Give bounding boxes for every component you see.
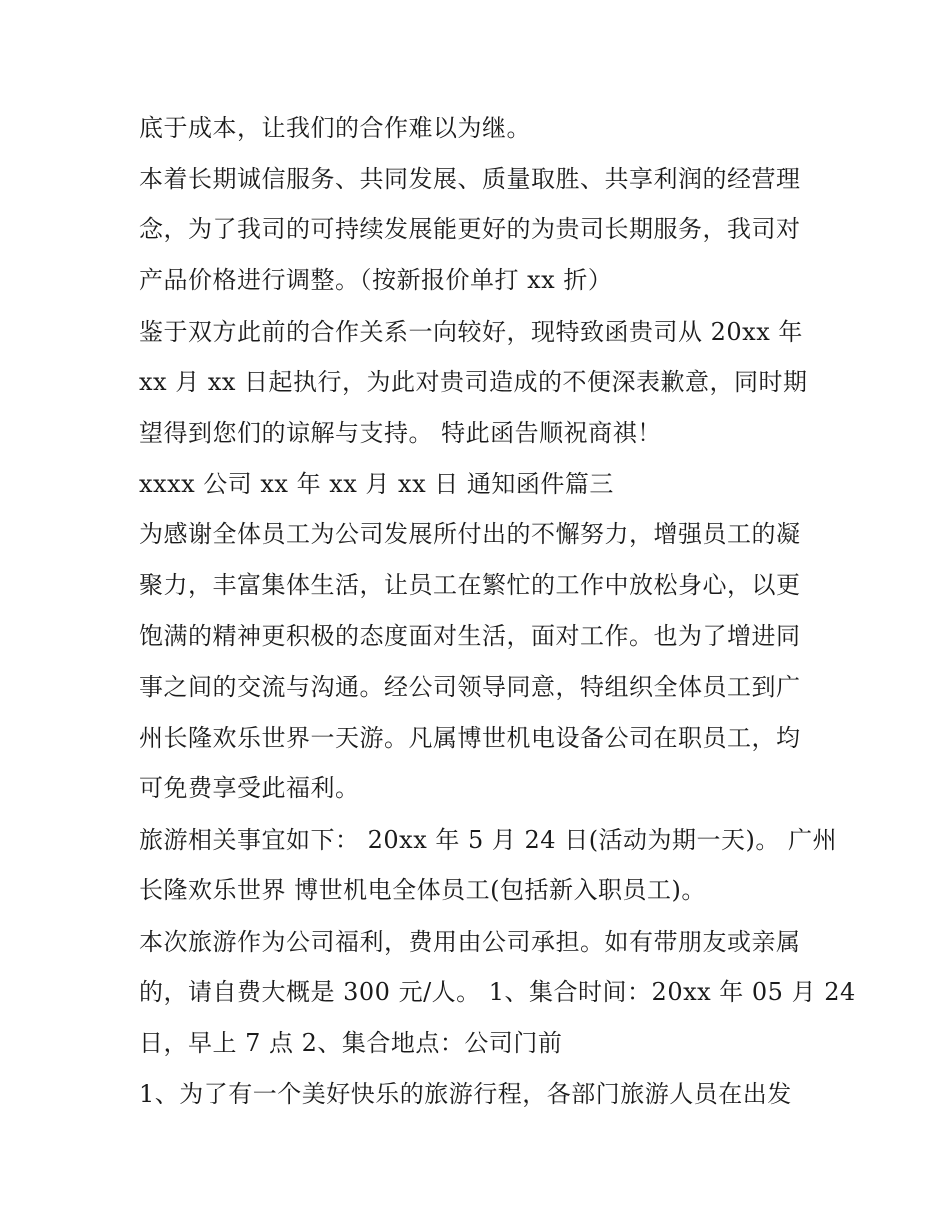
text-line: 长隆欢乐世界 博世机电全体员工(包括新入职员工)。 <box>139 876 706 904</box>
text-line: 聚力，丰富集体生活，让员工在繁忙的工作中放松身心，以更 <box>139 571 801 599</box>
text-line: 可免费享受此福利。 <box>139 774 360 802</box>
text-line: 的，请自费大概是 300 元/人。 1、集合时间：20xx 年 05 月 24 <box>139 978 856 1006</box>
text-line: 日，早上 7 点 2、集合地点：公司门前 <box>139 1029 563 1057</box>
text-line: 念，为了我司的可持续发展能更好的为贵司长期服务，我司对 <box>139 215 801 243</box>
text-line: 产品价格进行调整。（按新报价单打 xx 折） <box>139 266 613 294</box>
text-line: 本着长期诚信服务、共同发展、质量取胜、共享利润的经营理 <box>139 165 801 193</box>
text-line: 本次旅游作为公司福利，费用由公司承担。如有带朋友或亲属 <box>139 928 801 956</box>
section-heading: xxxx 公司 xx 年 xx 月 xx 日 通知函件篇三 <box>139 470 614 498</box>
text-line: 为感谢全体员工为公司发展所付出的不懈努力，增强员工的凝 <box>139 520 801 548</box>
text-line: 事之间的交流与沟通。经公司领导同意，特组织全体员工到广 <box>139 673 801 701</box>
text-line: xx 月 xx 日起执行，为此对贵司造成的不便深表歉意，同时期 <box>139 368 808 396</box>
text-line: 鉴于双方此前的合作关系一向较好，现特致函贵司从 20xx 年 <box>139 318 803 346</box>
text-line: 底于成本，让我们的合作难以为继。 <box>139 114 531 142</box>
text-line: 望得到您们的谅解与支持。 特此函告顺祝商祺！ <box>139 419 662 447</box>
text-line: 饱满的精神更积极的态度面对生活，面对工作。也为了增进同 <box>139 622 801 650</box>
text-line: 1、为了有一个美好快乐的旅游行程，各部门旅游人员在出发 <box>139 1080 792 1108</box>
text-line: 州长隆欢乐世界一天游。凡属博世机电设备公司在职员工，均 <box>139 724 801 752</box>
text-line: 旅游相关事宜如下： 20xx 年 5 月 24 日(活动为期一天)。 广州 <box>139 826 838 854</box>
